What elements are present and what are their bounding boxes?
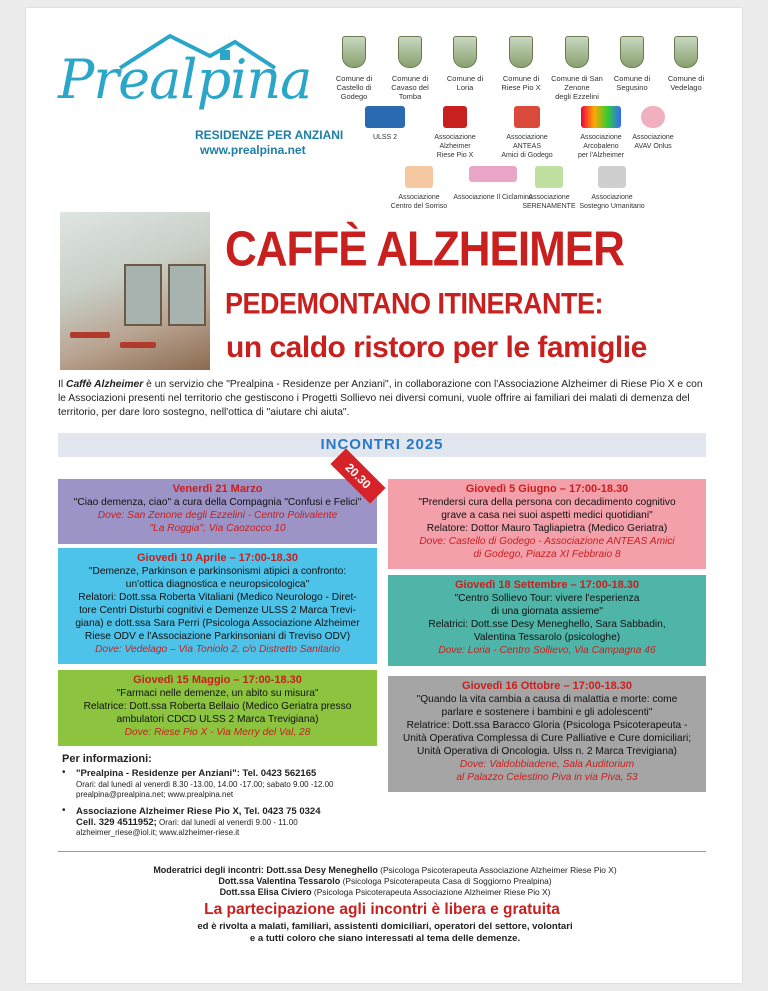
crest-icon [620, 36, 644, 68]
association-logo: Associazione Arcobaleno per l'Alzheimer [566, 106, 636, 160]
ulss-logo-icon [365, 106, 405, 128]
association-logo: Associazione ANTEAS Amici di Godego [492, 106, 562, 160]
sorriso-logo-icon [405, 166, 433, 188]
comune-crest: Comune di Vedelago [660, 36, 712, 92]
contact-item: • Associazione Alzheimer Riese Pio X, Tel. 0423 75 0324 Cell. 329 4511952; Orari: dal lunedì al venerdì 9.00 - 11.00 alzheimer_riese@iol.it; www.alzheimer-riese.it [62, 806, 382, 838]
association-logo: Associazione Il Ciclamino [450, 166, 536, 202]
alzheimer-association-icon [443, 106, 467, 128]
contact-info: Per informazioni: • "Prealpina - Residenze per Anziani": Tel. 0423 562165 Orari: dal lunedì al venerdì 8.30 -13.00, 14.00 -17.00; sabato 9.00 -12.00 prealpina@prealpina.net; www.prealpina.net • Associazione Alzheimer Riese Pio X, Tel. 0423 75 0324 Cell. 329 4511952; Orari: dal lunedì al venerdì 9.00 - 11.00 alzheimer_riese@iol.it; www.alzheimer-riese.it [62, 754, 382, 844]
comune-crest: Comune di Cavaso del Tomba [384, 36, 436, 101]
logo-wordmark: Prealpina [58, 48, 312, 111]
comune-crest: Comune di Loria [439, 36, 491, 92]
audience-note: ed è rivolta a malati, familiari, assistenti domiciliari, operatori del settore, volontari e a tutti coloro che siano interessati al tema delle demenze. [197, 921, 573, 944]
crest-icon [509, 36, 533, 68]
logo-subtitle: RESIDENZE PER ANZIANI [195, 128, 344, 142]
association-logo: Associazione SERENAMENTE [514, 166, 584, 211]
comune-crest: Comune di Riese Pio X [495, 36, 547, 92]
tagline: un caldo ristoro per le famiglie [226, 331, 647, 364]
avav-logo-icon [641, 106, 665, 128]
rainbow-logo-icon [581, 106, 621, 128]
time-ribbon: 20.30 [330, 448, 385, 503]
cafe-painting-image [60, 212, 210, 370]
association-logo: Associazione AVAV Onlus [626, 106, 680, 151]
main-title: CAFFÈ ALZHEIMER [225, 222, 624, 277]
bullet-icon: • [62, 805, 66, 816]
crest-icon [398, 36, 422, 68]
subtitle: PEDEMONTANO ITINERANTE: [225, 287, 603, 320]
contact-link[interactable]: alzheimer_riese@iol.it; www.alzheimer-riese.it [76, 828, 240, 837]
crest-icon [342, 36, 366, 68]
event-card: Giovedì 16 Ottobre – 17:00-18.30 "Quando la vita cambia a causa di malattia e morte: come parlare e sostenere i bambini e gli adolescenti" Relatrice: Dott.ssa Baracco Gloria (Psicologa Psicoterapeuta - Unità Operativa Complessa di Cure Palliative e Cure domiciliari; Unità Operativa di Oncologia. Ulss n. 2 Marca Trevigiana) Dove: Valdobbiadene, Sala Auditorium al Palazzo Celestino Piva in via Piva, 53 [388, 676, 706, 792]
event-card: Giovedì 18 Settembre – 17:00-18.30 "Centro Sollievo Tour: vivere l'esperienza di una giornata assieme" Relatrici: Dott.sse Desy Meneghello, Sara Sabbadin, Valentina Tessarolo (psicologhe) Dove: Loria - Centro Sollievo, Via Campagna 46 [388, 575, 706, 666]
contact-link[interactable]: prealpina@prealpina.net; www.prealpina.net [76, 790, 234, 799]
bullet-icon: • [62, 767, 66, 778]
crest-icon [674, 36, 698, 68]
comune-crest: Comune di Castello di Godego [328, 36, 380, 101]
free-participation-headline: La partecipazione agli incontri è libera e gratuita [204, 901, 560, 918]
event-card: Giovedì 5 Giugno – 17:00-18.30 "Prendersi cura della persona con decadimento cognitivo grave a casa nei suoi aspetti medici quotidiani" Relatore: Dottor Mauro Tagliapietra (Medico Geriatra) Dove: Castello di Godego - Associazione ANTEAS Amici di Godego, Piazza XI Febbraio 8 [388, 479, 706, 569]
association-logo: ULSS 2 [360, 106, 410, 142]
association-logo: Associazione Alzheimer Riese Pio X [420, 106, 490, 160]
ciclamino-logo-icon [469, 166, 517, 182]
section-title: INCONTRI 2025 [58, 433, 706, 457]
association-logo: Associazione Sostegno Umanitario [572, 166, 652, 211]
serenamente-logo-icon [535, 166, 563, 188]
crest-icon [453, 36, 477, 68]
comune-crest: Comune di Segusino [606, 36, 658, 92]
moderators: Moderatrici degli incontri: Dott.ssa Desy Meneghello (Psicologa Psicoterapeuta Associazione Alzheimer Riese Pio X) Dott.ssa Valentina Tessarolo (Psicologa Psicoterapeuta Casa di Soggiorno Prealpina) Dott.ssa Elisa Civiero (Psicologa Psicoterapeuta Associazione Alzheimer Riese Pio X) [153, 865, 617, 897]
event-card: Giovedì 15 Maggio – 17:00-18.30 "Farmaci nelle demenze, un abito su misura" Relatrice: Dott.ssa Roberta Bellaio (Medico Geriatra presso ambulatori CDCD ULSS 2 Marca Trevigiana) Dove: Riese Pio X - Via Merry del Val, 28 [58, 670, 377, 746]
logo-url: www.prealpina.net [200, 143, 306, 157]
contact-item: • "Prealpina - Residenze per Anziani": Tel. 0423 562165 Orari: dal lunedì al venerdì 8.30 -13.00, 14.00 -17.00; sabato 9.00 -12.00 prealpina@prealpina.net; www.prealpina.net [62, 768, 382, 800]
event-card: Giovedì 10 Aprile – 17:00-18.30 "Demenze, Parkinson e parkinsonismi atipici a confronto: un'ottica diagnostica e neuropsicologica" Relatori: Dott.ssa Roberta Vitaliani (Medico Neurologo - Diret- tore Centri Disturbi cognitivi e Demenze ULSS 2 Marca Trevi- giana) e dott.ssa Sara Perri (Psicologa Associazione Alzheimer Riese ODV e l'Associazione Parkinsoniani di Treviso ODV) Dove: Vedelago – Via Toniolo 2, c/o Distretto Sanitario [58, 548, 377, 664]
comune-crest: Comune di San Zenone degli Ezzelini [545, 36, 609, 101]
anteas-logo-icon [514, 106, 540, 128]
crest-icon [565, 36, 589, 68]
intro-paragraph: Il Caffè Alzheimer è un servizio che "Prealpina - Residenze per Anziani", in collaborazione con l'Associazione Alzheimer di Riese Pio X e con le Associazioni presenti nel territorio che gestiscono i Progetti Sollievo nei diversi comuni, vuole offrire ai familiari dei malati di demenza del territorio, per dare loro sostegno, nell'ottica di "aiutare chi aiuta". [58, 379, 703, 418]
divider [58, 851, 706, 852]
event-card: Venerdì 21 Marzo "Ciao demenza, ciao" a cura della Compagnia "Confusi e Felici" Dove: San Zenone degli Ezzelini - Centro Polivalente "La Roggia", Via Caozocco 10 [58, 479, 377, 544]
sostegno-logo-icon [598, 166, 626, 188]
association-logo: Associazione Centro del Sorriso [384, 166, 454, 211]
